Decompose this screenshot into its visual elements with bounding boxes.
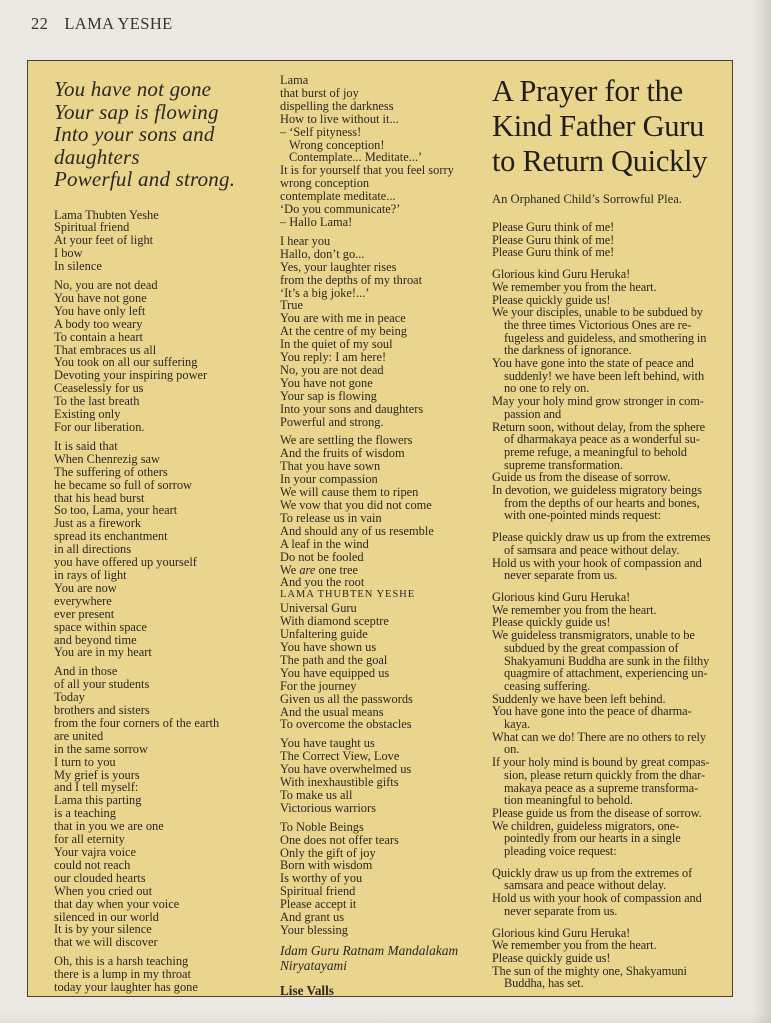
poem-line: The suffering of others bbox=[54, 464, 168, 479]
poem-column-1 bbox=[54, 74, 266, 996]
prayer-line: We children, guideless migrators, one- bbox=[492, 818, 680, 833]
poem-stanzas-middle bbox=[280, 74, 480, 937]
poem-line: Devoting your inspiring power bbox=[54, 368, 208, 383]
poem-line: It is by your silence bbox=[54, 922, 152, 937]
poem-line: That embraces us all bbox=[54, 342, 157, 357]
prayer-line: We guideless transmigrators, unable to be bbox=[492, 628, 695, 643]
prayer-line: Please Guru think of me! bbox=[492, 220, 615, 234]
prayer-line: Please quickly draw us up from the extremes bbox=[492, 530, 711, 545]
prayer-line: If your holy mind is bound by great compas- bbox=[492, 755, 710, 770]
poem-line: You have equipped us bbox=[280, 665, 390, 680]
poem-line: of all your students bbox=[54, 677, 150, 692]
prayer-line: Suddenly we have been left behind. bbox=[492, 691, 666, 706]
poem-line: our clouded hearts bbox=[54, 870, 146, 885]
prayer-line: In devotion, we guideless migratory beings bbox=[492, 483, 702, 498]
prayer-line: Hold us with your hook of compassion and bbox=[492, 555, 702, 570]
poem-stanza bbox=[54, 440, 266, 659]
prayer-line: Quickly draw us up from the extremes of bbox=[492, 865, 693, 880]
poem-line: In your compassion bbox=[280, 472, 378, 487]
poem-line: To make us all bbox=[280, 787, 353, 802]
poem-line: Your vajra voice bbox=[54, 845, 137, 859]
running-head bbox=[31, 14, 173, 34]
poem-line: and I tell myself: bbox=[54, 780, 139, 795]
prayer-subtitle: An Orphaned Child’s Sorrowful Plea. bbox=[492, 192, 682, 206]
poem-line: How to live without it... bbox=[280, 111, 399, 126]
prayer-line: Glorious kind Guru Heruka! bbox=[492, 925, 631, 940]
prayer-line: with one-pointed minds request: bbox=[504, 508, 661, 523]
poem-line: Only the gift of joy bbox=[280, 845, 376, 860]
poem-line: ever present bbox=[54, 606, 115, 621]
poem-line: is a teaching bbox=[54, 806, 116, 821]
prayer-line: of dharmakaya peace as a wonderful su- bbox=[504, 432, 700, 447]
prayer-title-line: to Return Quickly bbox=[492, 144, 708, 178]
poem-line: everywhere bbox=[54, 593, 112, 608]
poem-line: in all directions bbox=[54, 542, 132, 557]
prayer-paragraphs bbox=[492, 221, 718, 990]
prayer-line: quagmire of attachment, experiencing un- bbox=[504, 666, 708, 681]
prayer-line: Please quickly guide us! bbox=[492, 615, 611, 630]
poem-line: And in those bbox=[54, 664, 118, 679]
prayer-title bbox=[492, 74, 718, 179]
poem-line: there is a lump in my throat bbox=[54, 967, 191, 982]
poem-stanzas-left bbox=[54, 209, 266, 994]
prayer-line: makaya peace as a supreme transforma- bbox=[504, 780, 699, 795]
poem-line: that burst of joy bbox=[280, 85, 359, 100]
poem-line: To contain a heart bbox=[54, 329, 143, 344]
poem-line: You reply: I am here! bbox=[280, 350, 387, 365]
poem-line: Given us all the passwords bbox=[280, 691, 413, 706]
poem-line: To release us in vain bbox=[280, 510, 382, 525]
prayer-line: We your disciples, unable to be subdued by bbox=[492, 305, 703, 320]
prayer-line: What can we do! There are no others to rely bbox=[492, 729, 706, 744]
epigraph-line: Your sap is flowing bbox=[54, 99, 219, 124]
prayer-paragraph bbox=[492, 867, 718, 918]
poem-line: For the journey bbox=[280, 678, 357, 693]
poem-line: When Chenrezig saw bbox=[54, 451, 160, 466]
poem-line: LAMA THUBTEN YESHE bbox=[280, 589, 416, 601]
prayer-line: ceasing suffering. bbox=[504, 678, 591, 693]
prayer-line: Please quickly guide us! bbox=[492, 292, 611, 307]
poem-line: You are with me in peace bbox=[280, 311, 406, 326]
prayer-line: samsara and peace without delay. bbox=[504, 878, 667, 893]
prayer-line: sion, please return quickly from the dhar- bbox=[504, 767, 705, 782]
magazine-title: LAMA YESHE bbox=[64, 14, 173, 33]
poem-line: ‘It’s a big joke!...’ bbox=[280, 285, 370, 300]
dedication-line: Idam Guru Ratnam Mandalakam bbox=[280, 942, 459, 958]
poem-line: dispelling the darkness bbox=[280, 98, 394, 113]
prayer-line: never separate from us. bbox=[504, 568, 618, 583]
page-number: 22 bbox=[31, 14, 49, 33]
prayer-line: Return soon, without delay, from the sphere bbox=[492, 419, 706, 434]
prayer-line: Please guide us from the disease of sorrow. bbox=[492, 805, 702, 820]
prayer-title-line: Kind Father Guru bbox=[492, 109, 705, 143]
prayer-line: of samsara and peace without delay. bbox=[504, 542, 680, 557]
poem-line: from the depths of my throat bbox=[280, 272, 423, 287]
poem-line: Please accept it bbox=[280, 897, 357, 912]
poem-line: Spiritual friend bbox=[280, 884, 356, 899]
prayer-line: passion and bbox=[504, 406, 562, 421]
prayer-line: May your holy mind grow stronger in com- bbox=[492, 394, 704, 409]
poem-line: contemplate meditate... bbox=[280, 189, 396, 204]
prayer-line: Please quickly guide us! bbox=[492, 950, 611, 965]
poem-line: Wrong conception! bbox=[289, 137, 385, 152]
poem-panel bbox=[27, 60, 733, 997]
prayer-paragraph bbox=[492, 268, 718, 522]
poem-line: With diamond sceptre bbox=[280, 614, 389, 629]
mantra-dedication bbox=[280, 943, 480, 973]
poem-line: Contemplate... Meditate...’ bbox=[289, 150, 423, 165]
prayer-line: kaya. bbox=[504, 717, 530, 732]
prayer-line: Please Guru think of me! bbox=[492, 245, 615, 260]
poem-line: When you cried out bbox=[54, 883, 153, 898]
poem-stanza bbox=[54, 665, 266, 949]
poem-line: Spiritual friend bbox=[54, 220, 130, 235]
prayer-line: Guide us from the disease of sorrow. bbox=[492, 470, 671, 485]
poem-line: You have not gone bbox=[280, 375, 373, 390]
poem-line: A leaf in the wind bbox=[280, 536, 369, 551]
poem-line: True bbox=[280, 298, 303, 313]
poem-stanza bbox=[54, 955, 266, 994]
prayer-paragraph bbox=[492, 591, 718, 858]
prayer-line: Glorious kind Guru Heruka! bbox=[492, 267, 631, 282]
poem-stanza bbox=[280, 821, 480, 937]
poem-line: At the centre of my being bbox=[280, 324, 407, 339]
poem-line: So too, Lama, your heart bbox=[54, 503, 178, 518]
prayer-line: tion meaningful to behold. bbox=[504, 793, 633, 808]
poem-line: No, you are not dead bbox=[54, 278, 158, 293]
prayer-line: Glorious kind Guru Heruka! bbox=[492, 589, 631, 604]
poem-line: Lama Thubten Yeshe bbox=[54, 207, 159, 222]
prayer-line: You have gone into the peace of dharma- bbox=[492, 704, 692, 719]
poem-line: We will cause them to ripen bbox=[280, 485, 419, 500]
epigraph-line: You have not gone bbox=[54, 77, 212, 101]
poem-line: To the last breath bbox=[54, 394, 140, 409]
poem-line: that day when your voice bbox=[54, 896, 180, 911]
poem-line: Unfaltering guide bbox=[280, 627, 368, 642]
poem-line: and beyond time bbox=[54, 632, 137, 647]
poem-line: Oh, this is a harsh teaching bbox=[54, 954, 189, 969]
prayer-line: subdued by the great compassion of bbox=[504, 640, 679, 655]
poem-line: could not reach bbox=[54, 857, 131, 872]
poem-line: that in you we are one bbox=[54, 819, 164, 834]
poem-line: That you have sown bbox=[280, 459, 381, 474]
prayer-line: pleading voice request: bbox=[504, 844, 617, 859]
poem-line: You took on all our suffering bbox=[54, 355, 198, 370]
poem-line: You have taught us bbox=[280, 736, 375, 751]
prayer-line: Please Guru think of me! bbox=[492, 232, 615, 247]
poem-line: And grant us bbox=[280, 910, 345, 925]
poem-line: In the quiet of my soul bbox=[280, 337, 393, 352]
prayer-paragraph bbox=[492, 531, 718, 582]
prayer-line: Buddha, has set. bbox=[504, 976, 584, 991]
poem-line: A body too weary bbox=[54, 316, 143, 331]
poem-line: brothers and sisters bbox=[54, 703, 150, 718]
poem-line: And the fruits of wisdom bbox=[280, 446, 405, 461]
poem-stanza bbox=[280, 74, 480, 229]
poem-line: Just as a firework bbox=[54, 516, 142, 531]
poem-line: No, you are not dead bbox=[280, 362, 384, 377]
epigraph-line: Powerful and strong. bbox=[54, 167, 236, 191]
epigraph-line: daughters bbox=[54, 144, 140, 169]
prayer-line: supreme transformation. bbox=[504, 457, 623, 472]
poem-line: To Noble Beings bbox=[280, 819, 364, 834]
poem-line: Powerful and strong. bbox=[280, 414, 384, 429]
poem-line: for all eternity bbox=[54, 832, 125, 847]
prayer-line: no one to rely on. bbox=[504, 381, 590, 396]
poem-line: Your sap is flowing bbox=[280, 388, 377, 403]
prayer-line: the three times Victorious Ones are re- bbox=[504, 317, 692, 332]
poem-line: you have offered up yourself bbox=[54, 555, 197, 570]
poem-line: Existing only bbox=[54, 407, 121, 422]
poem-line: You have not gone bbox=[54, 290, 147, 305]
poem-line: wrong conception bbox=[280, 176, 370, 191]
poem-line: The Correct View, Love bbox=[280, 749, 400, 764]
poem-line: To overcome the obstacles bbox=[280, 717, 412, 732]
prayer-line: from the depths of our hearts and bones, bbox=[504, 495, 700, 510]
prayer-line: Shakyamuni Buddha are sunk in the filthy bbox=[504, 653, 710, 668]
poem-line: We vow that you did not come bbox=[280, 498, 432, 512]
prayer-line: We remember you from the heart. bbox=[492, 279, 657, 294]
poem-line: he became so full of sorrow bbox=[54, 477, 192, 492]
poem-line: Universal Guru bbox=[280, 601, 357, 616]
poem-line: Your blessing bbox=[280, 923, 348, 937]
poem-line: With inexhaustible gifts bbox=[280, 775, 399, 790]
prayer-line: the darkness of ignorance. bbox=[504, 343, 632, 358]
poem-stanza bbox=[54, 209, 266, 274]
poem-stanza bbox=[280, 737, 480, 814]
scan-shadow-right bbox=[753, 0, 771, 1023]
poem-line: It is for yourself that you feel sorry bbox=[280, 163, 454, 178]
prayer-line: We remember you from the heart. bbox=[492, 938, 657, 953]
poem-line: spread its enchantment bbox=[54, 529, 168, 544]
poem-line: And you the root bbox=[280, 575, 365, 590]
poem-line: I turn to you bbox=[54, 754, 116, 769]
poem-line: from the four corners of the earth bbox=[54, 715, 220, 730]
prayer-line: fugeless and guideless, and smothering in bbox=[504, 330, 707, 345]
poem-line: We are settling the flowers bbox=[280, 433, 413, 448]
prayer-line: on. bbox=[504, 742, 520, 757]
prayer-title-line: A Prayer for the bbox=[492, 74, 683, 108]
poem-line: You have only left bbox=[54, 303, 146, 318]
poem-stanza bbox=[280, 434, 480, 731]
prayer-line: never separate from us. bbox=[504, 903, 618, 918]
poem-line: – ‘Self pityness! bbox=[280, 124, 362, 139]
poem-line: Born with wisdom bbox=[280, 858, 373, 873]
poem-line: are united bbox=[54, 728, 104, 743]
poem-line: Lama bbox=[280, 73, 309, 87]
poem-line: It is said that bbox=[54, 438, 118, 453]
poem-line: Today bbox=[54, 690, 85, 705]
dedication-line: Niryatayami bbox=[280, 957, 347, 973]
poem-line: ‘Do you communicate?’ bbox=[280, 202, 401, 217]
prayer-line: We remember you from the heart. bbox=[492, 602, 657, 617]
poem-line: Is worthy of you bbox=[280, 871, 363, 886]
poem-column-2 bbox=[280, 74, 480, 996]
poem-line: I bow bbox=[54, 246, 83, 261]
poem-line: silenced in our world bbox=[54, 909, 159, 924]
poem-line: Hallo, don’t go... bbox=[280, 246, 365, 261]
poem-line: We are one tree bbox=[280, 562, 359, 577]
poem-line: space within space bbox=[54, 619, 147, 634]
poem-line: in the same sorrow bbox=[54, 741, 148, 756]
prayer-paragraph bbox=[492, 221, 718, 259]
poem-epigraph bbox=[54, 78, 266, 191]
poem-line: And the usual means bbox=[280, 704, 384, 719]
poem-line: today your laughter has gone bbox=[54, 980, 198, 995]
poem-line: in rays of light bbox=[54, 567, 127, 582]
poem-line: The path and the goal bbox=[280, 652, 388, 667]
prayer-line: You have gone into the state of peace and bbox=[492, 356, 694, 371]
poem-line: Into your sons and daughters bbox=[280, 401, 424, 416]
poem-line: that we will discover bbox=[54, 935, 158, 950]
scan-shadow-bottom bbox=[0, 1013, 771, 1023]
epigraph-line: Into your sons and bbox=[54, 122, 215, 146]
prayer-line: preme refuge, a meaningful to behold bbox=[504, 444, 687, 459]
prayer-column bbox=[492, 74, 718, 996]
poem-line: In silence bbox=[54, 259, 102, 274]
poem-line: At your feet of light bbox=[54, 233, 154, 248]
poem-line: You are now bbox=[54, 580, 117, 595]
poem-line: I hear you bbox=[280, 233, 331, 248]
poem-line: For our liberation. bbox=[54, 420, 145, 434]
poem-line: Victorious warriors bbox=[280, 800, 376, 815]
poem-line: And should any of us resemble bbox=[280, 523, 434, 538]
poem-line: Ceaselessly for us bbox=[54, 381, 144, 396]
poem-line: My grief is yours bbox=[54, 767, 140, 782]
prayer-line: Hold us with your hook of compassion and bbox=[492, 891, 702, 906]
prayer-line: suddenly! we have been left behind, with bbox=[504, 368, 705, 383]
poem-line: Yes, your laughter rises bbox=[280, 259, 397, 274]
poem-author: Lise Valls bbox=[280, 982, 334, 998]
poem-line: that his head burst bbox=[54, 490, 145, 505]
poem-line: You are in my heart bbox=[54, 645, 152, 660]
poem-line: You have shown us bbox=[280, 639, 377, 654]
poem-stanza bbox=[280, 235, 480, 429]
poem-line: One does not offer tears bbox=[280, 832, 399, 847]
poem-line: Do not be fooled bbox=[280, 549, 364, 564]
prayer-paragraph bbox=[492, 927, 718, 991]
prayer-line: pointedly from our hearts in a single bbox=[504, 831, 681, 846]
poem-line: Lama this parting bbox=[54, 793, 142, 808]
prayer-line: The sun of the mighty one, Shakyamuni bbox=[492, 963, 687, 978]
poem-line: You have overwhelmed us bbox=[280, 762, 412, 777]
poem-stanza bbox=[54, 279, 266, 434]
poem-line: – Hallo Lama! bbox=[280, 214, 353, 229]
